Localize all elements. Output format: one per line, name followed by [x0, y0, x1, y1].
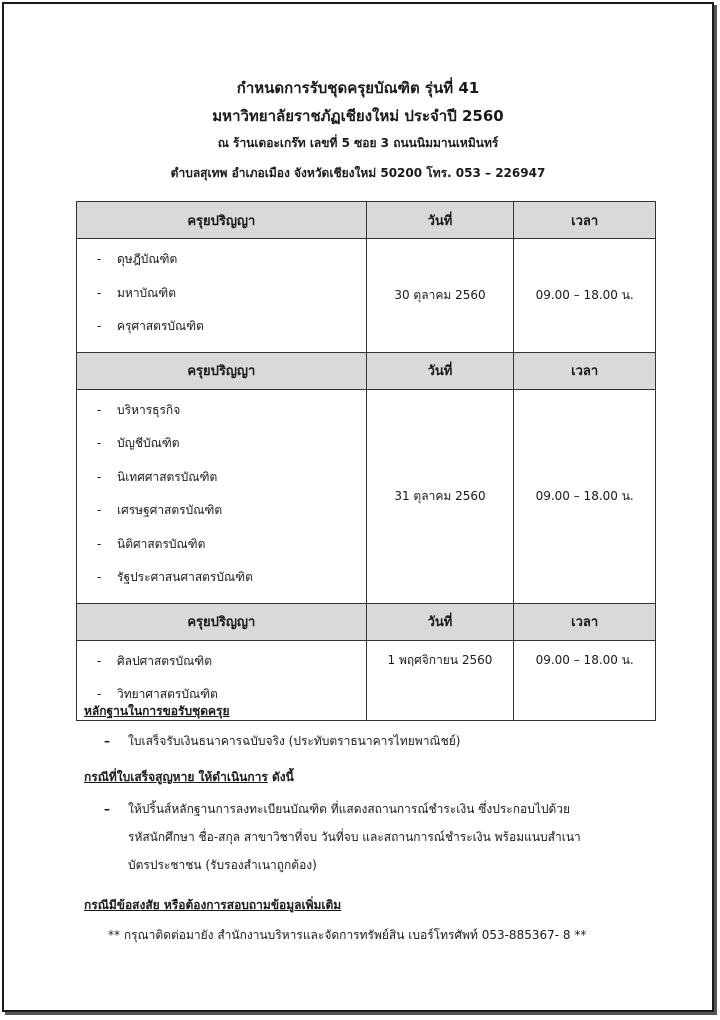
time-cell: 09.00 – 18.00 น.	[514, 640, 656, 720]
university-line: มหาวิทยาลัยราชภัฏเชียงใหม่ ประจำปี 2560	[212, 107, 504, 125]
lost-receipt-line-2: รหัสนักศึกษา ชื่อ-สกุล สาขาวิชาที่จบ วันที่จบ และสถานการณ์ชำระเงิน พร้อมแนบสำเนา	[128, 830, 581, 844]
list-item: - บริหารธุรกิจ	[97, 402, 181, 417]
list-item: - มหาบัณฑิต	[97, 285, 177, 300]
date-cell: 31 ตุลาคม 2560	[366, 389, 514, 603]
schedule-table	[76, 201, 656, 721]
list-item: - นิติศาสตรบัณฑิต	[97, 536, 206, 551]
list-item: - รัฐประศาสนศาสตรบัณฑิต	[97, 570, 253, 584]
table-header-row	[77, 603, 656, 640]
list-item: - ศิลปศาสตรบัณฑิต	[97, 653, 213, 668]
header-degree: ครุยปริญญา	[77, 352, 367, 389]
header-time: เวลา	[514, 202, 656, 239]
table-row	[77, 389, 656, 603]
header-time: เวลา	[514, 603, 656, 640]
table-header-row	[77, 352, 656, 389]
lost-receipt-line-3: บัตรประชาชน (รับรองสำเนาถูกต้อง)	[128, 858, 317, 872]
date-cell: 1 พฤศจิกายน 2560	[366, 640, 514, 720]
date-cell: 30 ตุลาคม 2560	[366, 239, 514, 353]
address-line: ณ ร้านเดอะเกร๊ท เลขที่ 5 ซอย 3 ถนนนิมมานเหมินทร์	[217, 136, 499, 150]
evidence-item: – ใบเสร็จรับเงินธนาคารฉบับจริง (ประทับตราธนาคารไทยพาณิชย์)	[104, 734, 461, 748]
contact-title: กรณีมีข้อสงสัย หรือต้องการสอบถามข้อมูลเพิ่มเติม	[84, 898, 342, 912]
list-item: - ดุษฎีบัณฑิต	[97, 252, 178, 266]
address-phone-line: ตำบลสุเทพ อำเภอเมือง จังหวัดเชียงใหม่ 50200 โทร. 053 – 226947	[170, 166, 546, 180]
document-page	[2, 2, 714, 1012]
list-item: - บัญชีบัณฑิต	[97, 436, 180, 450]
header-degree: ครุยปริญญา	[77, 202, 367, 239]
document-title: กำหนดการรับชุดครุยบัณฑิต รุ่นที่ 41	[236, 79, 480, 97]
time-cell: 09.00 – 18.00 น.	[514, 239, 656, 353]
header-date: วันที่	[366, 202, 514, 239]
list-item: - ครุศาสตรบัณฑิต	[97, 319, 204, 333]
contact-line: ** กรุณาติดต่อมายัง สำนักงานบริหารและจัดการทรัพย์สิน เบอร์โทรศัพท์ 053-885367- 8 **	[108, 928, 587, 942]
lost-receipt-line-1: – ให้ปริ้นส์หลักฐานการลงทะเบียนบัณฑิต ที่แสดงสถานการณ์ชำระเงิน ซึ่งประกอบไปด้วย	[104, 802, 571, 816]
degree-list	[77, 239, 367, 353]
evidence-title: หลักฐานในการขอรับชุดครุย	[84, 704, 230, 718]
list-item: - วิทยาศาสตรบัณฑิต	[97, 687, 218, 701]
header-time: เวลา	[514, 352, 656, 389]
lost-receipt-title: กรณีที่ใบเสร็จสูญหาย ให้ดำเนินการ ดังนี้	[84, 770, 294, 784]
list-item: - เศรษฐศาสตรบัณฑิต	[97, 503, 223, 517]
dash-bullet: –	[104, 734, 110, 748]
table-header-row	[77, 202, 656, 239]
list-item: - นิเทศศาสตรบัณฑิต	[97, 469, 218, 484]
degree-list	[77, 389, 367, 603]
table-row	[77, 239, 656, 353]
header-degree: ครุยปริญญา	[77, 603, 367, 640]
header-date: วันที่	[366, 603, 514, 640]
header-date: วันที่	[366, 352, 514, 389]
time-cell: 09.00 – 18.00 น.	[514, 389, 656, 603]
dash-bullet: –	[104, 802, 110, 816]
